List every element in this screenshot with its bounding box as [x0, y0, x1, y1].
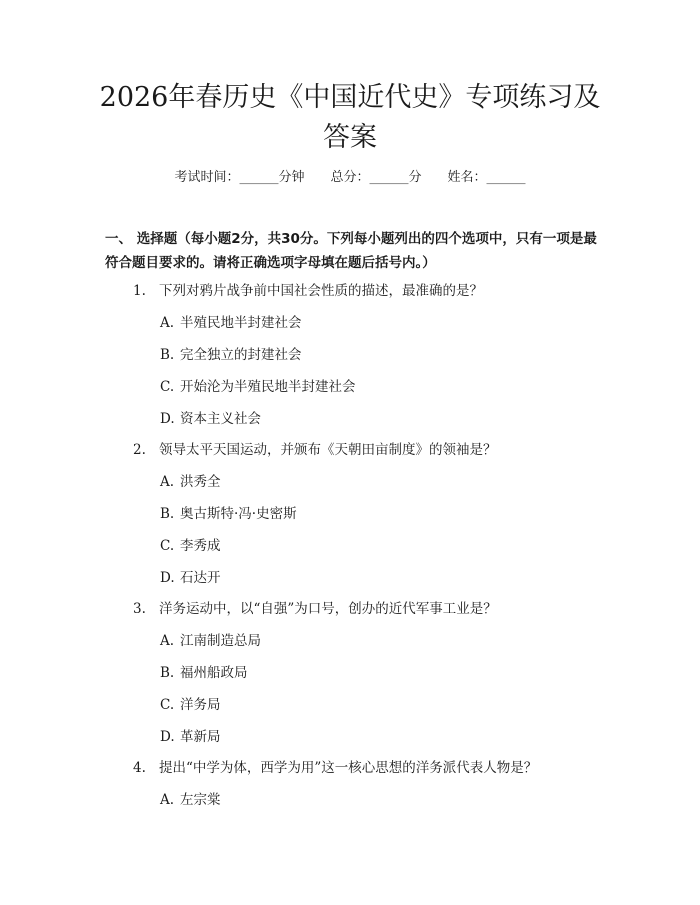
- question-3-option-d: [160, 727, 221, 747]
- option-letter: C.: [160, 379, 175, 395]
- option-letter: B.: [160, 506, 175, 522]
- question-3: [133, 599, 497, 619]
- question-text: 领导太平天国运动，并颁布《天朝田亩制度》的领袖是？: [159, 442, 497, 458]
- question-number: 3.: [133, 601, 146, 617]
- question-1-option-d: [160, 409, 261, 429]
- question-2-option-d: [160, 568, 221, 588]
- total-score-label: 总分：______分: [330, 170, 422, 185]
- question-4-option-a: [160, 790, 221, 810]
- option-text: 洪秀全: [180, 474, 221, 490]
- option-letter: C.: [160, 538, 175, 554]
- question-1-option-b: [160, 345, 302, 365]
- option-text: 左宗棠: [180, 792, 221, 808]
- exam-meta: [0, 168, 700, 188]
- option-letter: C.: [160, 697, 175, 713]
- question-2-option-c: [160, 536, 221, 556]
- option-text: 开始沦为半殖民地半封建社会: [180, 379, 356, 395]
- option-letter: D.: [160, 411, 175, 427]
- question-text: 洋务运动中，以“自强”为口号，创办的近代军事工业是？: [159, 601, 497, 617]
- question-3-option-c: [160, 695, 221, 715]
- option-text: 革新局: [180, 729, 221, 745]
- student-name-label: 姓名：______: [447, 170, 526, 185]
- option-text: 李秀成: [180, 538, 221, 554]
- exam-time-label: 考试时间：______分钟: [174, 170, 305, 185]
- section-heading: 一、 选择题（每小题2分，共30分。下列每小题列出的四个选项中，只有一项是最符合题目要求的。请将正确选项字母填在题后括号内。）: [105, 231, 597, 271]
- option-text: 洋务局: [180, 697, 221, 713]
- option-letter: D.: [160, 570, 175, 586]
- question-1-option-a: [160, 313, 302, 333]
- option-letter: B.: [160, 347, 175, 363]
- option-text: 完全独立的封建社会: [180, 347, 302, 363]
- question-text: 下列对鸦片战争前中国社会性质的描述，最准确的是？: [159, 283, 483, 299]
- option-letter: A.: [160, 792, 175, 808]
- question-4: [133, 758, 537, 778]
- question-3-option-a: [160, 631, 261, 651]
- option-text: 石达开: [180, 570, 221, 586]
- question-1-option-c: [160, 377, 356, 397]
- question-text: 提出“中学为体，西学为用”这一核心思想的洋务派代表人物是？: [159, 760, 538, 776]
- question-number: 2.: [133, 442, 146, 458]
- question-1: [133, 281, 483, 301]
- question-3-option-b: [160, 663, 248, 683]
- question-2-option-a: [160, 472, 221, 492]
- option-text: 江南制造总局: [180, 633, 261, 649]
- option-letter: D.: [160, 729, 175, 745]
- option-letter: A.: [160, 474, 175, 490]
- option-text: 奥古斯特·冯·史密斯: [180, 506, 297, 522]
- option-text: 资本主义社会: [180, 411, 261, 427]
- option-text: 半殖民地半封建社会: [180, 315, 302, 331]
- page-title: 2026年春历史《中国近代史》专项练习及答案: [99, 82, 601, 153]
- option-text: 福州船政局: [180, 665, 248, 681]
- question-2: [133, 440, 497, 460]
- question-number: 4.: [133, 760, 146, 776]
- option-letter: A.: [160, 633, 175, 649]
- option-letter: A.: [160, 315, 175, 331]
- question-number: 1.: [133, 283, 146, 299]
- option-letter: B.: [160, 665, 175, 681]
- question-2-option-b: [160, 504, 297, 524]
